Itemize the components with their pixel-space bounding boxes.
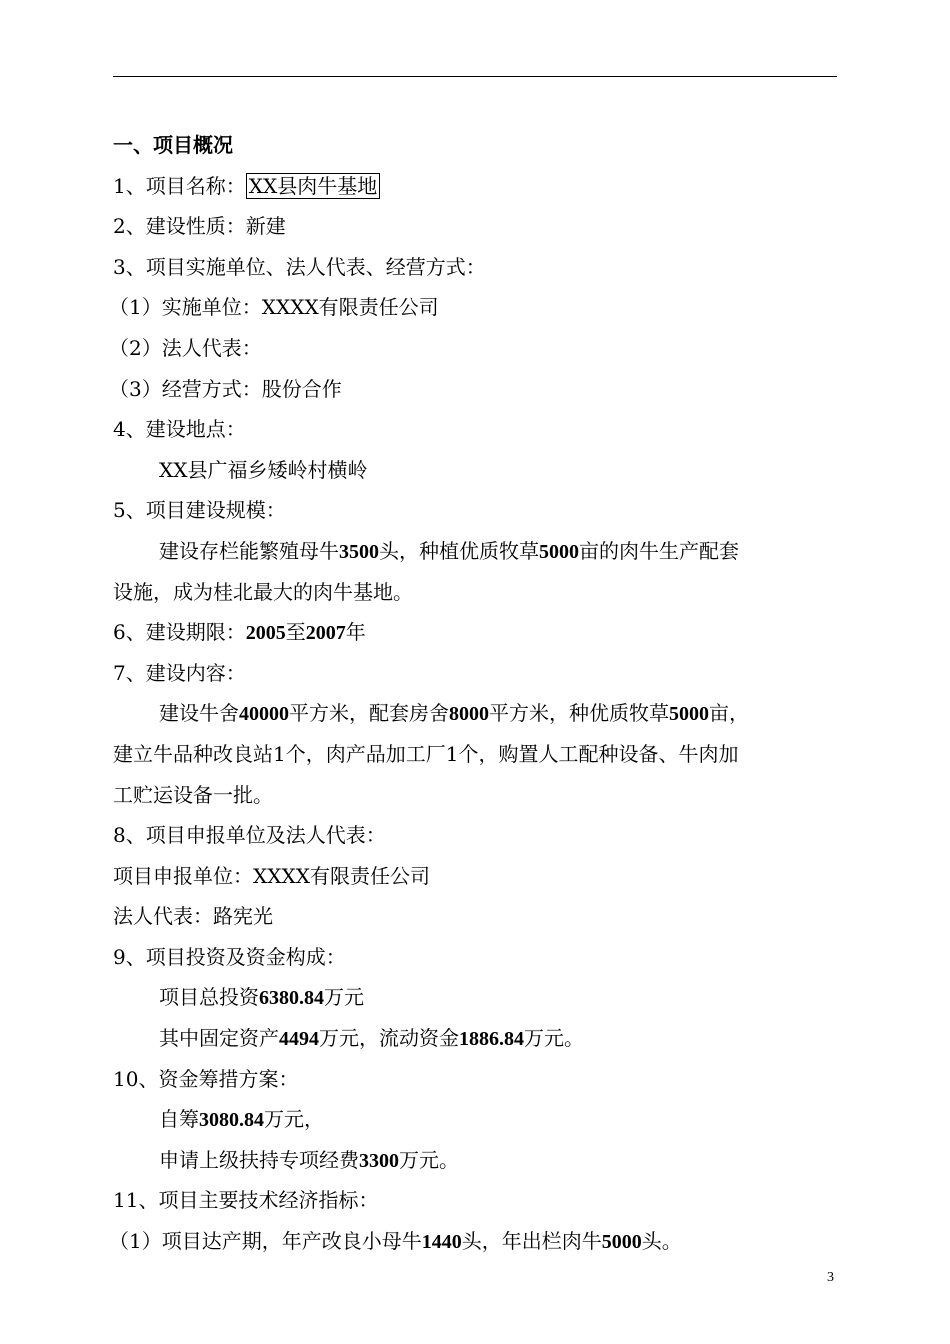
- period-text: 年: [345, 620, 366, 645]
- scale-text: 建设存栏能繁殖母牛: [159, 538, 339, 563]
- content-text: 建设牛舍: [159, 701, 239, 726]
- applicant-representative-line: 法人代表：路宪光: [113, 904, 273, 929]
- indicator-number: 5000: [601, 1231, 642, 1254]
- content-number: 40000: [239, 703, 289, 726]
- investment-heading: 9、项目投资及资金构成：: [113, 944, 346, 969]
- scale-text: 头，种植优质牧草: [379, 538, 539, 563]
- implementing-unit-line: （1）实施单位：XXXX有限责任公司: [109, 295, 439, 320]
- investment-number: 6380.84: [259, 987, 324, 1010]
- content-text: 平方米，配套房舍: [289, 701, 449, 726]
- special-funding-line: [113, 1140, 837, 1181]
- funding-number: 3300: [359, 1149, 399, 1172]
- indicator-line-1: [109, 1221, 837, 1262]
- section-heading: 一、项目概况: [113, 133, 233, 157]
- content-number: 8000: [449, 703, 489, 726]
- page-number: 3: [827, 1270, 834, 1285]
- period-start-year: 2005: [245, 622, 286, 645]
- project-name-line: [113, 166, 837, 207]
- applicant-unit-line: 项目申报单位：XXXX有限责任公司: [113, 863, 430, 888]
- funding-text: 自筹: [159, 1107, 199, 1132]
- funding-heading: 10、资金筹措方案：: [113, 1066, 299, 1091]
- indicator-text: 头。: [641, 1229, 682, 1254]
- funding-number: 3080.84: [199, 1109, 264, 1132]
- investment-number: 1886.84: [459, 1028, 524, 1051]
- construction-nature-line: 2、建设性质：新建: [113, 214, 286, 239]
- funding-text: 万元。: [399, 1147, 459, 1172]
- indicator-text: （1）项目达产期，年产改良小母牛: [109, 1229, 422, 1254]
- self-funding-line: [113, 1099, 837, 1140]
- content-text: 亩，: [709, 701, 749, 726]
- operation-mode-line: （3）经营方式：股份合作: [109, 376, 342, 401]
- period-text: 至: [285, 620, 306, 645]
- indicator-number: 1440: [421, 1231, 462, 1254]
- funding-text: 申请上级扶持专项经费: [159, 1147, 359, 1172]
- indicator-text: 头，年出栏肉牛: [461, 1229, 602, 1254]
- investment-text: 其中固定资产: [159, 1026, 279, 1051]
- scale-heading: 5、项目建设规模：: [113, 498, 286, 523]
- project-name-label: 1、项目名称：: [113, 173, 246, 198]
- scale-line-1: [113, 531, 837, 572]
- scale-text: 亩的肉牛生产配套: [579, 538, 739, 563]
- content-line-3: 工贮运设备一批。: [113, 782, 273, 807]
- project-name-value: XX县肉牛基地: [246, 173, 380, 199]
- funding-text: 万元，: [264, 1107, 324, 1132]
- period-label: 6、建设期限：: [113, 620, 246, 645]
- legal-representative-line: （2）法人代表：: [109, 335, 262, 360]
- investment-breakdown-line: [113, 1018, 837, 1059]
- content-heading: 7、建设内容：: [113, 660, 246, 685]
- construction-period-line: [113, 612, 837, 653]
- applicant-heading: 8、项目申报单位及法人代表：: [113, 823, 386, 848]
- content-text: 平方米，种优质牧草: [489, 701, 669, 726]
- content-line-2: 建立牛品种改良站1个，肉产品加工厂1个，购置人工配种设备、牛肉加: [113, 741, 739, 766]
- investment-text: 项目总投资: [159, 985, 259, 1010]
- indicators-heading: 11、项目主要技术经济指标：: [113, 1188, 379, 1213]
- document-body: [109, 125, 837, 1262]
- period-end-year: 2007: [305, 622, 346, 645]
- implementing-unit-heading: 3、项目实施单位、法人代表、经营方式：: [113, 254, 486, 279]
- investment-text: 万元，流动资金: [319, 1026, 459, 1051]
- location-address: XX县广福乡矮岭村横岭: [159, 457, 368, 482]
- investment-text: 万元: [324, 985, 364, 1010]
- content-number: 5000: [669, 703, 709, 726]
- scale-line-2: 设施，成为桂北最大的肉牛基地。: [113, 579, 413, 604]
- scale-number: 3500: [339, 540, 379, 563]
- header-rule: [113, 76, 837, 77]
- location-heading: 4、建设地点：: [113, 417, 246, 442]
- total-investment-line: [113, 977, 837, 1018]
- investment-text: 万元。: [524, 1026, 584, 1051]
- content-line-1: [113, 693, 837, 734]
- scale-number: 5000: [539, 540, 579, 563]
- investment-number: 4494: [279, 1028, 319, 1051]
